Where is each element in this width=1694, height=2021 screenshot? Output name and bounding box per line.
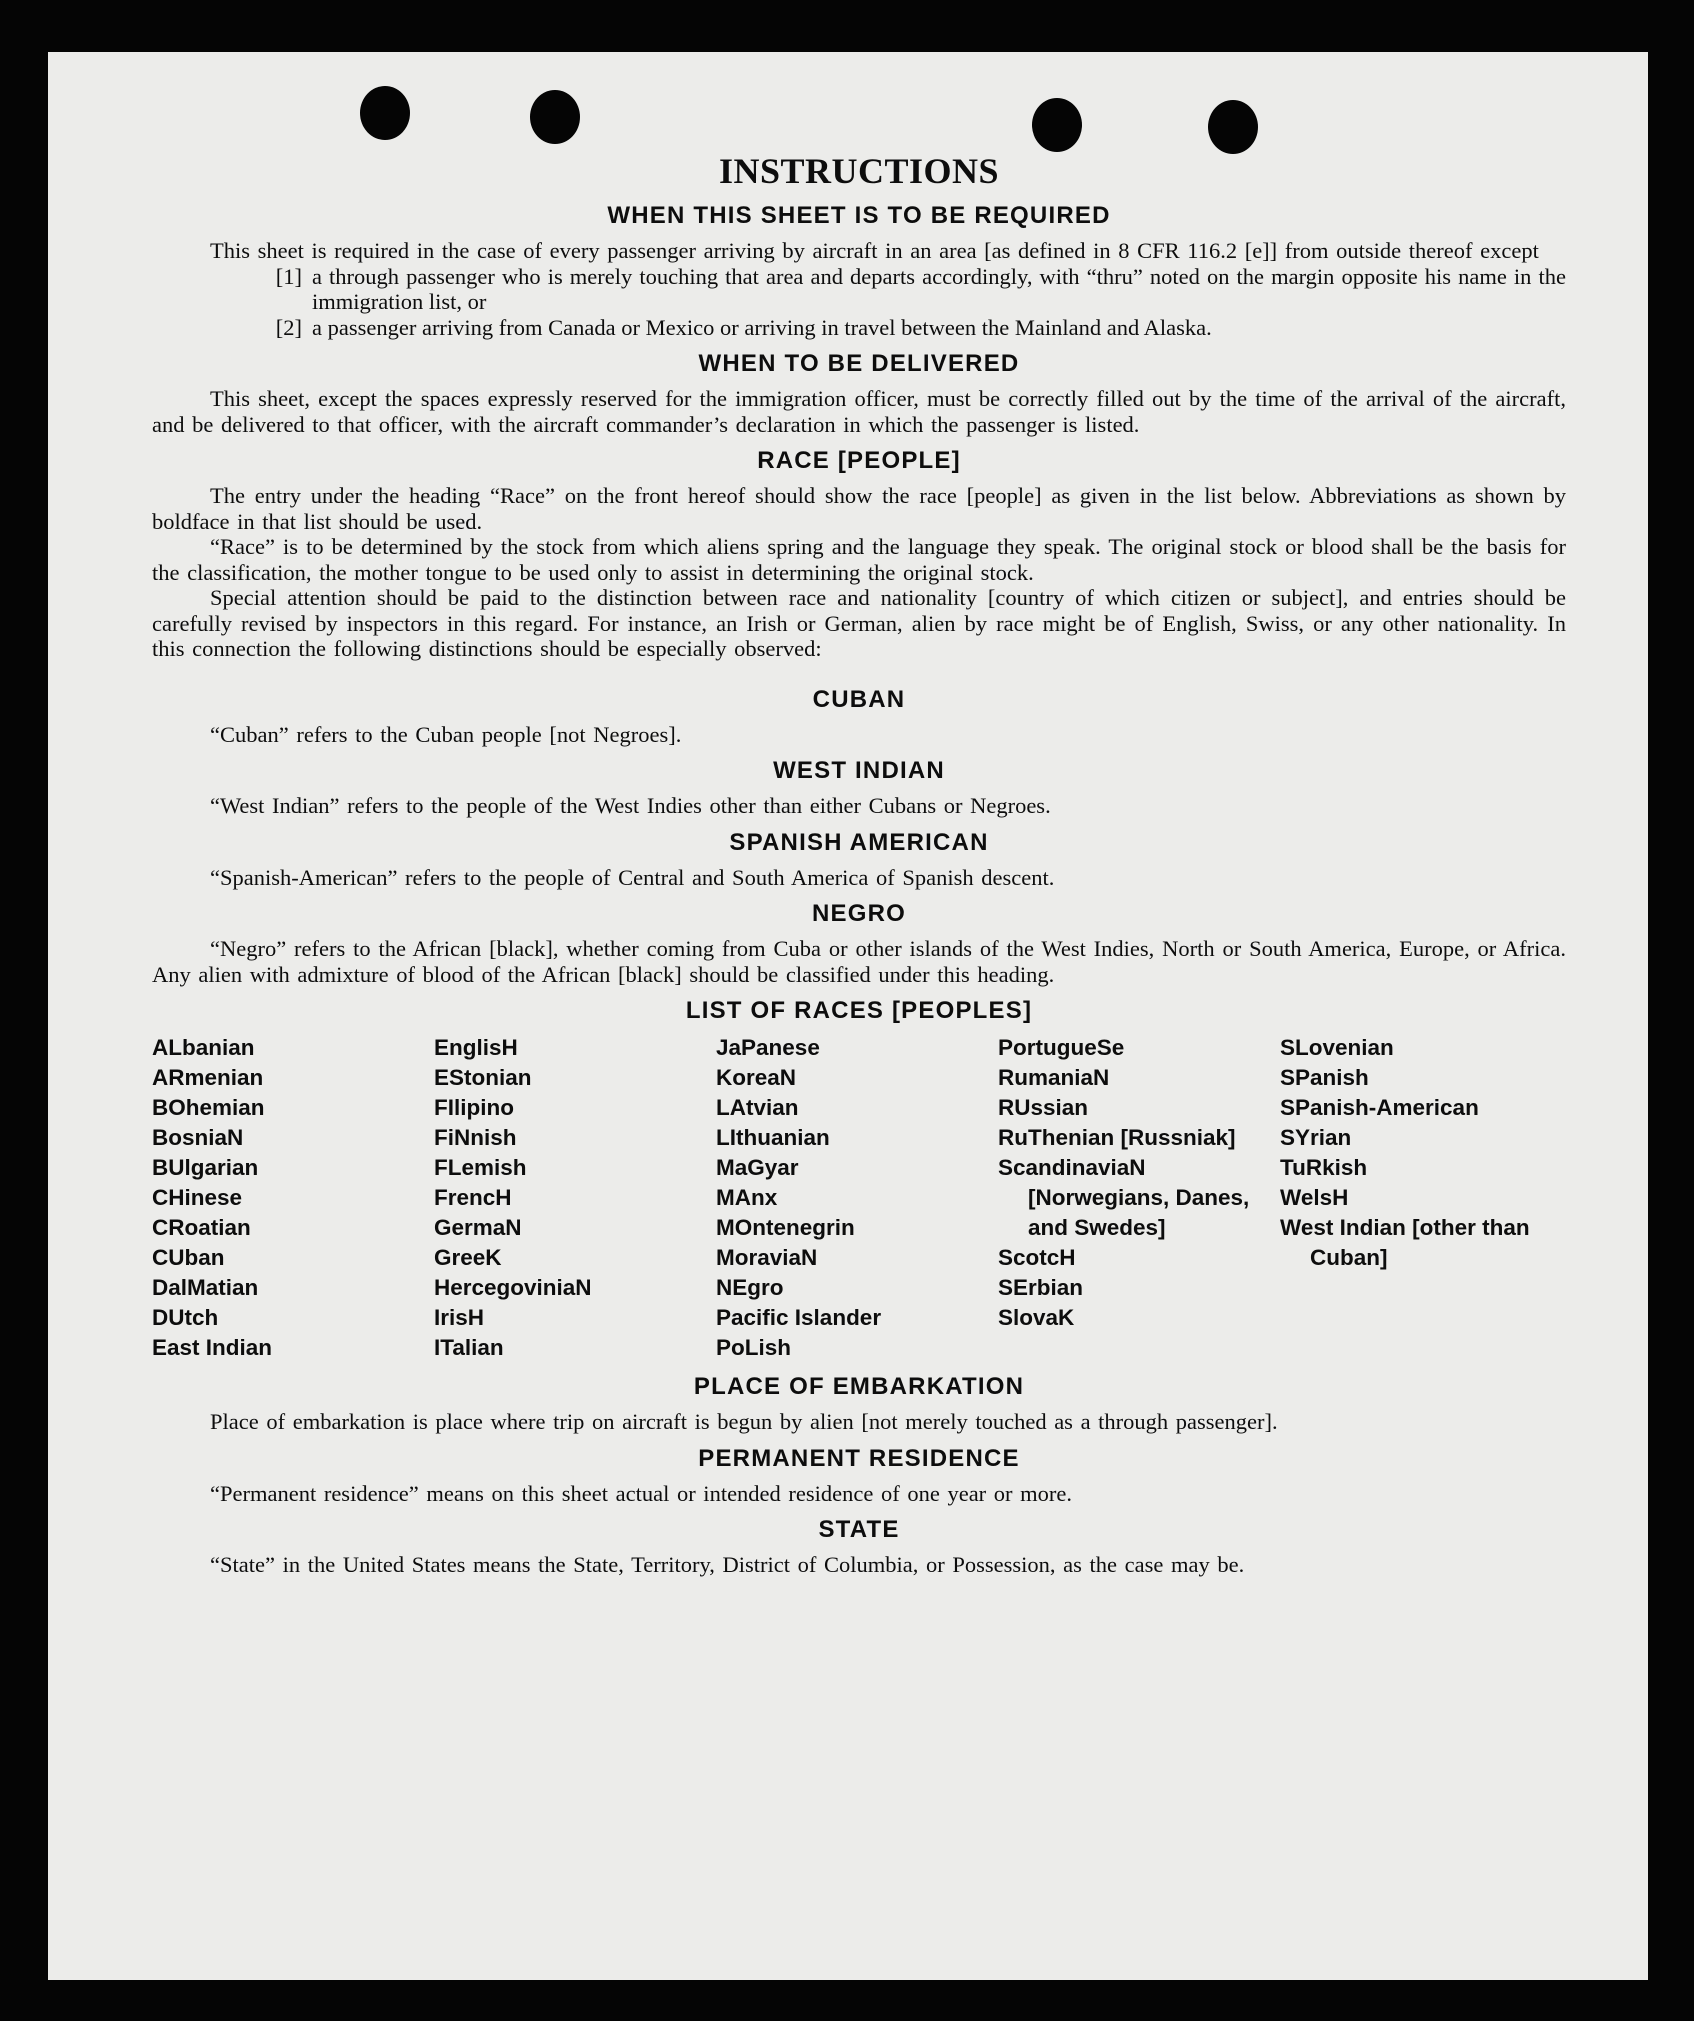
negro-text: “Negro” refers to the African [black], whether coming from Cuba or other islands of the West Indies, North or South America, Europe, or Africa. Any alien with admixture of blood of the African [black] should be classified under this heading.: [152, 936, 1566, 987]
race-entry: CHinese: [152, 1185, 243, 1210]
punch-hole: [360, 86, 410, 140]
race-entry: MAnx: [716, 1185, 778, 1210]
race-entry: ARmenian: [152, 1065, 264, 1090]
race-entry: LIthuanian: [716, 1125, 830, 1150]
exception-item: [152, 315, 1566, 341]
race-entry: BUlgarian: [152, 1155, 259, 1180]
cuban-text: “Cuban” refers to the Cuban people [not Negroes].: [210, 721, 682, 747]
race-entry: DalMatian: [152, 1275, 259, 1300]
race-paragraph: The entry under the heading “Race” on the front hereof should show the race [people] as given in the list below. Abbreviations as shown by boldface in that list should be used.: [152, 483, 1566, 534]
heading-negro: NEGRO: [811, 900, 906, 927]
heading-race: RACE [PEOPLE]: [757, 447, 961, 474]
race-entry: PoLish: [716, 1335, 792, 1360]
race-entry: TuRkish: [1280, 1155, 1368, 1180]
race-entry: WelsH: [1280, 1185, 1349, 1210]
race-entry: DUtch: [152, 1305, 219, 1330]
heading-spanish-american: SPANISH AMERICAN: [729, 828, 989, 856]
race-entry: ScandinaviaN [Norwegians, Danes, and Swedes]: [998, 1155, 1250, 1240]
race-entry: RuThenian [Russniak]: [998, 1125, 1236, 1150]
race-entry: GreeK: [434, 1245, 502, 1270]
race-entry: ALbanian: [152, 1035, 255, 1060]
heading-cuban: CUBAN: [812, 685, 906, 713]
race-entry: MOntenegrin: [716, 1215, 855, 1240]
race-entry: BosniaN: [152, 1125, 244, 1150]
race-entry: EStonian: [434, 1065, 532, 1090]
race-entry: East Indian: [152, 1335, 273, 1360]
race-entry: BOhemian: [152, 1095, 265, 1120]
spanish-american-text: “Spanish-American” refers to the people of Central and South America of Spanish descent.: [210, 864, 1055, 890]
race-entry: ScotcH: [998, 1245, 1076, 1270]
race-entry: SYrian: [1280, 1125, 1352, 1150]
race-entry: SErbian: [998, 1275, 1084, 1300]
document-body: [152, 150, 1566, 1578]
exception-number: [2]: [275, 314, 302, 340]
embarkation-text: Place of embarkation is place where trip on aircraft is begun by alien [not merely touched as a through passenger].: [210, 1409, 1278, 1434]
race-paragraph: “Race” is to be determined by the stock from which aliens spring and the language they speak. The original stock or blood shall be the basis for the classification, the mother tongue to be used only to assist in determining the original stock.: [152, 534, 1566, 585]
residence-text: “Permanent residence” means on this sheet actual or intended residence of one year or more.: [210, 1480, 1073, 1506]
heading-delivered: WHEN TO BE DELIVERED: [698, 350, 1020, 377]
west-indian-text: “West Indian” refers to the people of the West Indies other than either Cubans or Negroes.: [210, 793, 1051, 818]
race-entry: LAtvian: [716, 1095, 799, 1120]
heading-embarkation: PLACE OF EMBARKATION: [693, 1373, 1025, 1400]
race-column: [1280, 1033, 1562, 1363]
heading-permanent-residence: PERMANENT RESIDENCE: [698, 1444, 1020, 1472]
race-entry: EnglisH: [434, 1035, 518, 1060]
race-entry: FrencH: [434, 1185, 512, 1210]
race-entry: CUban: [152, 1245, 225, 1270]
race-column: [152, 1033, 434, 1363]
exception-text: a through passenger who is merely touching that area and departs accordingly, with “thru” noted on the margin opposite his name in the immigration list, or: [312, 263, 1566, 314]
page-title: INSTRUCTIONS: [718, 151, 1000, 191]
exception-item: [152, 264, 1566, 315]
race-entry: ITalian: [434, 1335, 504, 1360]
race-entry: GermaN: [434, 1215, 522, 1240]
race-entry: Pacific Islander: [716, 1305, 882, 1330]
race-entry: JaPanese: [716, 1035, 820, 1060]
race-entry: FLemish: [434, 1155, 527, 1180]
race-entry: RUssian: [998, 1095, 1089, 1120]
race-entry: SLovenian: [1280, 1035, 1394, 1060]
race-entry: KoreaN: [716, 1065, 797, 1090]
race-entry: West Indian [other than Cuban]: [1280, 1215, 1530, 1270]
race-entry: FIlipino: [434, 1095, 514, 1120]
race-list: [152, 1033, 1566, 1363]
heading-required: WHEN THIS SHEET IS TO BE REQUIRED: [607, 202, 1111, 229]
race-entry: SPanish: [1280, 1065, 1369, 1090]
race-column: [998, 1033, 1280, 1363]
race-entry: PortugueSe: [998, 1035, 1125, 1060]
race-entry: SPanish-American: [1280, 1095, 1479, 1120]
race-paragraph: Special attention should be paid to the distinction between race and nationality [country of which citizen or subject], and entries should be carefully revised by inspectors in this regard. For instance, an Irish or German, alien by race might be of English, Swiss, or any other nationality. In this connection the following distinctions should be especially observed:: [152, 585, 1566, 661]
race-entry: RumaniaN: [998, 1065, 1110, 1090]
instruction-sheet: [48, 52, 1648, 1980]
exception-number: [1]: [275, 263, 302, 289]
punch-hole: [1032, 98, 1082, 152]
punch-hole: [1208, 100, 1258, 154]
delivered-text: This sheet, except the spaces expressly reserved for the immigration officer, must be correctly filled out by the time of the arrival of the aircraft, and be delivered to that officer, with the aircraft commander’s declaration in which the passenger is listed.: [152, 386, 1566, 437]
required-intro: This sheet is required in the case of every passenger arriving by aircraft in an area [as defined in 8 CFR 116.2 [e]] from outside thereof except: [210, 238, 1539, 263]
exception-text: a passenger arriving from Canada or Mexico or arriving in travel between the Mainland and Alaska.: [312, 314, 1212, 340]
race-entry: IrisH: [434, 1305, 485, 1330]
heading-list-of-races: LIST OF RACES [PEOPLES]: [685, 997, 1033, 1024]
race-column: [434, 1033, 716, 1363]
race-entry: MoraviaN: [716, 1245, 818, 1270]
state-text: “State” in the United States means the State, Territory, District of Columbia, or Possession, as the case may be.: [210, 1552, 1245, 1577]
heading-west-indian: WEST INDIAN: [773, 757, 945, 784]
race-entry: MaGyar: [716, 1155, 799, 1180]
race-entry: NEgro: [716, 1275, 784, 1300]
race-entry: SlovaK: [998, 1305, 1075, 1330]
race-entry: HercegoviniaN: [434, 1275, 592, 1300]
punch-hole: [530, 90, 580, 144]
race-entry: CRoatian: [152, 1215, 251, 1240]
race-entry: FiNnish: [434, 1125, 517, 1150]
race-column: [716, 1033, 998, 1363]
heading-state: STATE: [818, 1516, 900, 1543]
